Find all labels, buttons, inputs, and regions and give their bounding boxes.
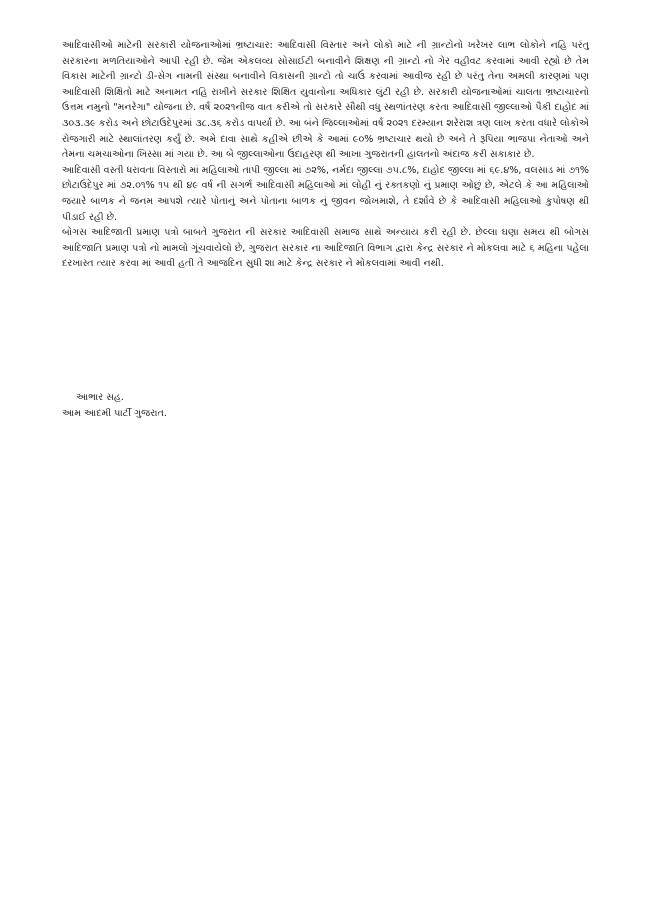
paragraph-tribal-women-anaemia: આદિવાસી વસ્તી ધરાવતા વિસ્તારો માં મહિલાઓ તાપી જીલ્લા માં ૭૨%, નર્મદા જીલ્લા ૭૫.૮%, દાહોદ જીલ્લા માં ૬૯.૪%, વલસાડ માં ૭૧% છોટાઉદેપુર માં ૭૨.૦૧% ૧૫ થી ૪૯ વર્ષ ની સગર્ભ આદિવાસી મહિલાઓ માં લોહી નું રક્તકણો નું પ્રમાણ ઓછું છે, એટલે કે આ મહિલાઓ જયારે બાળક ને જનમ આપશે ત્યારે પોતાનું અને પોતાના બાળક નું જીવન જોખમાશે, તે દર્શાવે છે કે આદિવાસી મહિલાઓ કુપોષણ થી પીડાઈ રહી છે. bbox=[62, 164, 589, 223]
document-body bbox=[62, 38, 589, 272]
paragraph-bogus-tribal-certificates: બોગસ આદિજાતી પ્રમાણ પત્રો બાબતે ગુજરાત ની સરકાર આદિવાસી સમાજ સાથે અન્યાય કરી રહી છે. છેલ્લા ઘણા સમય થી બોગસ આદિજાતિ પ્રમાણ પત્રો નો મામલો ગૂંચવાયેલો છે, ગુજરાત સરકાર ના આદિજાતિ વિભાગ દ્વારા કેન્દ્ર સરકાર ને મોકલવા માટે ૬ મહિના પહેલા દરખાસ્ત ત્યાર કરવા માં આવી હતી તે આજદિન સુધી શા માટે કેન્દ્ર સરકાર ને મોકલવામાં આવી નથી. bbox=[62, 227, 589, 270]
signature-organization: આમ આદમી પાર્ટી ગુજરાત. bbox=[62, 407, 167, 419]
closing-block bbox=[62, 390, 462, 421]
closing-regards: આભાર સહ. bbox=[76, 392, 124, 403]
paragraph-tribal-scheme-corruption: આદિવાસીઓ માટેની સરકારી યોજનાઓમાં ભ્રષ્ટાચાર: આદિવાસી વિસ્તાર અને લોકો માટે ની ગ્રાન્ટોનો ખરેખર લાભ લોકોને નહિ પરંતુ સરકારના મળતિયાઓને આપી રહી છે. જેમ એકલવ્ય સોસાઈટી બનાવીને શિક્ષણ ની ગ્રાન્ટો નો ગેર વહીવટ કરવામાં આવી રહ્યો છે તેમ વિકાસ માટેની ગ્રાન્ટો ડી-સેગ નામની સંસ્થા બનાવીને વિકાસની ગ્રાન્ટો તો ચાઉં કરવામાં આવીજ રહી છે પરંતુ તેના અમલી કારણમાં પણ આદિવાસી શિક્ષિતો માટે અનામત નહિ રાખીને સરકાર શિક્ષિત યુવાનોના અધિકાર લુંટી રહી છે. સરકારી યોજનાઓમાં ચાલતા ભ્રષ્ટાચારનો ઉત્તમ નમુનો "મનરેગા" યોજના છે. વર્ષ ૨૦૨૧નીજ વાત કરીએ તો સરકારે સૌથી વધુ સ્થળાંતરણ કરતા આદિવાસી જીલ્લાઓ પૈકી દાહોદ માં ૩૦૩.૩૯ કરોડ અને છોટાઉદેપુરમાં ૩૮.૩૬ કરોડ વાપર્યા છે. આ બંને જિલ્લાઓમાં વર્ષ ૨૦૨૧ દરમ્યાન શરેરાશ ત્રણ લાખ કરતા વધારે લોકોએ રોજગારી માટે સ્થાલાંતરણ કર્યું છે. અમે દાવા સાથે કહીએ છીએ કે આમાં ૯૦% ભ્રષ્ટાચાર થયો છે અને તે રૂપિયા ભાજપા નેતાઓ અને તેમના ચમચાઓના ખિસ્સા માં ગયા છે. આ બે જીલ્લાઓના ઉદાહરણ થી આખા ગુજરાતની હાલતનો અંદાજ કરી સકાકાર છે. bbox=[62, 40, 589, 161]
